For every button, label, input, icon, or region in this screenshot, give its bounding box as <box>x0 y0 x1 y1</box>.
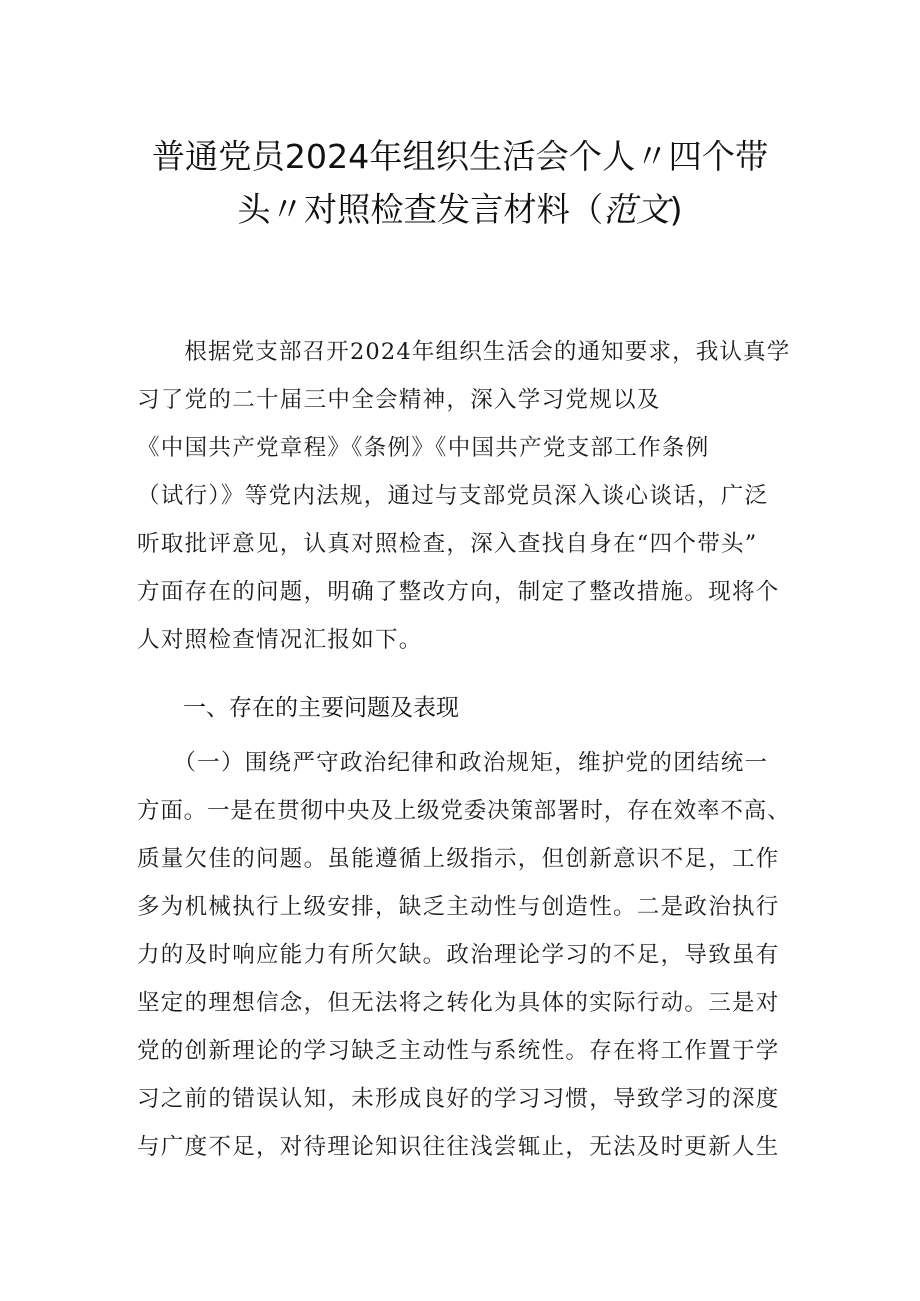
section-heading-1: 一、存在的主要问题及表现 <box>183 695 459 721</box>
section1-line-5: 力的及时响应能力有所欠缺。政治理论学习的不足，导致虽有 <box>137 942 780 968</box>
title-line-2-end: ) <box>669 190 683 229</box>
section1-line-1: （一）围绕严守政治纪律和政治规矩，维护党的团结统一 <box>137 750 769 776</box>
section1-line-7: 党的创新理论的学习缺乏主动性与系统性。存在将工作置于学 <box>137 1038 780 1064</box>
intro-line-2: 习了党的二十届三中全会精神，深入学习党规以及 <box>137 387 661 413</box>
document-title-line-1: 普通党员2024年组织生活会个人〃四个带 <box>151 137 769 176</box>
document-title-line-2 <box>0 183 920 231</box>
section1-line-3: 质量欠佳的问题。虽能遵循上级指示，但创新意识不足，工作 <box>137 846 780 872</box>
section1-line-9: 与广度不足，对待理论知识往往浅尝辄止，无法及时更新人生 <box>137 1134 780 1160</box>
section1-line-6: 坚定的理想信念，但无法将之转化为具体的实际行动。三是对 <box>137 990 780 1016</box>
intro-line-4: （试行）》等党内法规，通过与支部党员深入谈心谈话，广泛 <box>137 483 769 509</box>
intro-line-1: 根据党支部召开2024年组织生活会的通知要求，我认真学 <box>137 339 791 365</box>
intro-line-6: 方面存在的问题，明确了整改方向，制定了整改措施。现将个 <box>137 579 780 605</box>
section1-line-2: 方面。一是在贯彻中央及上级党委决策部署时，存在效率不高、 <box>137 798 791 824</box>
title-line-2-main: 头〃对照检查发言材料（ <box>237 190 604 229</box>
intro-line-7: 人对照检查情况汇报如下。 <box>137 627 423 653</box>
intro-line-5: 听取批评意见，认真对照检查，深入查找自身在“四个带头” <box>137 531 758 557</box>
section1-line-4: 多为机械执行上级安排，缺乏主动性与创造性。二是政治执行 <box>137 894 780 920</box>
title-line-2-italic: 范文 <box>603 190 670 229</box>
section1-line-8: 习之前的错误认知，未形成良好的学习习惯，导致学习的深度 <box>137 1086 780 1112</box>
intro-line-3: 《中国共产党章程》《条例》《中国共产党支部工作条例 <box>137 435 710 461</box>
